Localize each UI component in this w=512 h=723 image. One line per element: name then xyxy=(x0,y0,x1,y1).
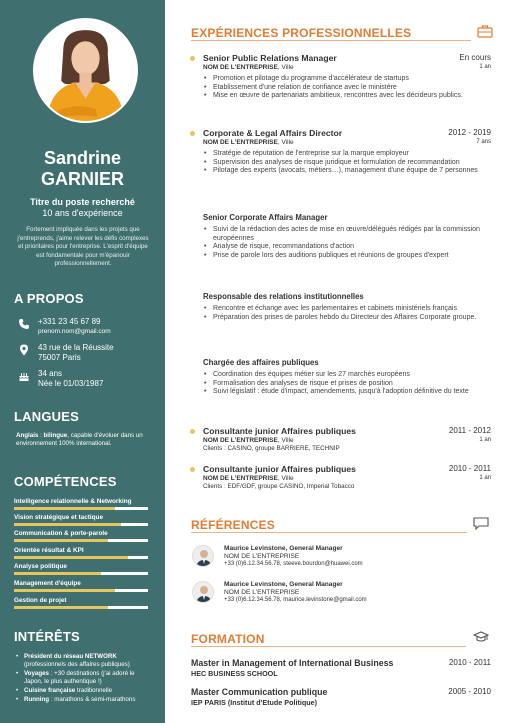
reference-photo-illustration xyxy=(193,546,214,567)
reference-name: Maurice Levinstone, General Manager xyxy=(224,581,343,588)
job-dates: 2010 - 2011 xyxy=(448,464,491,473)
job-title: Consultante junior Affaires publiques xyxy=(203,426,356,436)
job-dates: 2011 - 2012 xyxy=(448,426,491,435)
birth-date: Née le 01/03/1987 xyxy=(38,378,104,388)
reference-avatar xyxy=(192,581,214,603)
skill-bar xyxy=(14,523,148,526)
interest-item xyxy=(14,670,154,686)
first-name: Sandrine xyxy=(43,148,122,168)
reference-photo-illustration xyxy=(193,582,214,603)
sub-role-bullet: • Analyse de risque, recommandations d'action xyxy=(203,243,491,252)
years-experience: 10 ans d'expérience xyxy=(42,208,123,218)
company-city: , Ville xyxy=(277,437,294,444)
skill-label: Vision stratégique et tactique xyxy=(14,514,104,521)
sub-role-bullet: • Suivi de la rédaction des actes de mise en œuvre/délégués rédigés par la commission européennes xyxy=(203,226,491,243)
reference-avatar xyxy=(192,545,214,567)
job-entry xyxy=(191,464,491,490)
sub-role-title: Responsable des relations institutionnelles xyxy=(203,292,364,301)
address-line2: 75007 Paris xyxy=(38,352,81,362)
reference-name: Maurice Levinstone, General Manager xyxy=(224,545,343,552)
skill-bar-fill xyxy=(14,556,128,559)
company-name: NOM DE L'ENTREPRISE xyxy=(203,64,278,71)
job-bullet: • Mise en œuvre de partenariats ambitieux, rencontres avec les décideurs publics. xyxy=(203,92,491,101)
skill-bar xyxy=(14,507,148,510)
languages-heading: LANGUES xyxy=(14,409,79,424)
sub-role xyxy=(191,358,491,397)
job-title: Senior Public Relations Manager xyxy=(203,53,337,63)
last-name: GARNIER xyxy=(40,169,124,189)
skill-bar-fill xyxy=(14,507,115,510)
language-level: bilingue xyxy=(43,432,68,439)
about-heading: A PROPOS xyxy=(14,291,84,306)
skill-bar-fill xyxy=(14,523,121,526)
experience-rule xyxy=(387,40,471,41)
sub-role-bullet: • Prise de parole lors des auditions publiques et réunions de groupes d'expert xyxy=(203,252,491,261)
skill-item xyxy=(14,498,148,510)
job-title: Corporate & Legal Affairs Director xyxy=(203,128,343,138)
phone-number: +331 23 45 67 89 xyxy=(38,317,101,326)
degree-title: Master Communication publique xyxy=(191,687,328,697)
phone-icon xyxy=(18,318,30,330)
sub-role-title: Chargée des affaires publiques xyxy=(203,358,319,367)
job-duration: 1 an xyxy=(479,64,491,70)
job-clients: Clients : CASINO, groupe BARRIERE, TECHNIP xyxy=(203,445,340,452)
job-duration: 7 ans xyxy=(476,139,491,145)
email-address: prenom.nom@gmail.com xyxy=(38,327,111,335)
target-job-title: Titre du poste recherché xyxy=(30,197,135,207)
sub-role-bullets xyxy=(191,226,491,260)
references-rule xyxy=(270,532,467,533)
sub-role-bullets xyxy=(191,305,491,322)
interests-heading: INTÉRÊTS xyxy=(14,629,80,644)
job-bullet: • Supervision des analyses de risque juridique et formulation de recommandation xyxy=(203,159,491,168)
degree-title: Master in Management of International Business xyxy=(191,658,394,668)
skill-bar-fill xyxy=(14,539,108,542)
language-name: Anglais xyxy=(16,432,39,439)
interest-text: traditionnelle xyxy=(75,687,113,694)
references-underline xyxy=(191,532,270,533)
job-bullet-dot xyxy=(190,131,195,136)
job-entry xyxy=(191,128,491,176)
interest-item xyxy=(14,653,154,669)
chat-icon xyxy=(473,516,489,530)
age: 34 ans xyxy=(38,369,63,378)
school-name: IEP PARIS (Institut d'Etude Politique) xyxy=(191,698,318,707)
interest-bold: Président du réseau NETWORK xyxy=(24,653,117,660)
education-item xyxy=(191,658,491,678)
skill-bar xyxy=(14,556,148,559)
skill-item xyxy=(14,563,148,575)
skill-bar xyxy=(14,539,148,542)
sub-role-bullet: • Suivi législatif : étude d'impact, amendements, jusqu'à l'adoption définitive du texte xyxy=(203,388,491,397)
job-duration: 1 an xyxy=(479,437,491,443)
company-line xyxy=(191,475,491,482)
skill-label: Intelligence relationnelle & Networking xyxy=(14,498,132,505)
skill-item xyxy=(14,514,148,526)
reference-contact: +33 (0)6.12.34.56.78, steeve.bourdon@huawei.com xyxy=(224,561,363,567)
reference-company: NOM DE L'ENTREPRISE xyxy=(224,589,300,596)
job-duration: 1 an xyxy=(479,475,491,481)
sidebar xyxy=(0,0,165,723)
job-bullet-dot xyxy=(190,467,195,472)
reference-text xyxy=(224,581,494,603)
sub-role-bullet: • Rencontre et échange avec les parlementaires et cabinets ministériels français xyxy=(203,305,491,314)
cake-icon xyxy=(18,370,30,382)
skill-label: Communication & porte-parole xyxy=(14,530,108,537)
address-line1: 43 rue de la Réussite xyxy=(38,343,114,352)
skill-label: Analyse politique xyxy=(14,563,67,570)
language-detail: , capable d'évoluer dans un environnement 100% international. xyxy=(16,432,143,447)
skill-bar-fill xyxy=(14,606,108,609)
experience-underline xyxy=(191,40,387,41)
job-bullet: • Promotion et pilotage du programme d'accélérateur de startups xyxy=(203,75,491,84)
profile-photo-illustration xyxy=(35,20,136,121)
sub-role xyxy=(191,292,491,322)
education-underline xyxy=(191,646,269,647)
education-dates: 2010 - 2011 xyxy=(448,658,491,667)
contact-phone xyxy=(18,317,111,336)
sub-role-bullet: • Coordination des équipes métier sur les 27 marchés européens xyxy=(203,371,491,380)
sub-role xyxy=(191,213,491,260)
interest-item xyxy=(14,687,154,695)
company-name: NOM DE L'ENTREPRISE xyxy=(203,437,278,444)
job-clients: Clients : EDF/GDF, groupe CASINO, Imperial Tobacco xyxy=(203,483,355,490)
job-bullet: • Etablissement d'une relation de confiance avec le ministère xyxy=(203,84,491,93)
sub-role-title: Senior Corporate Affairs Manager xyxy=(203,213,328,222)
skill-label: Management d'équipe xyxy=(14,580,81,587)
job-dates: 2012 - 2019 xyxy=(448,128,491,137)
company-city: , Ville xyxy=(277,139,294,146)
skill-item xyxy=(14,597,148,609)
languages-text: Anglais : bilingue, capable d'évoluer dans un environnement 100% international. xyxy=(16,432,143,447)
interest-item xyxy=(14,696,154,704)
skill-bar xyxy=(14,606,148,609)
job-bullets xyxy=(191,75,491,101)
interest-bold: Running xyxy=(24,696,50,703)
interests-list xyxy=(14,653,154,705)
interest-text: : marathons & semi-marathons xyxy=(49,696,136,703)
skill-item xyxy=(14,530,148,542)
intro-text: Fortement impliquée dans les projets que j'entreprends, j'aime relever les défis complexes et prioritaires pour l'entreprise. L'esprit d'équipe est fondamentale pour m'épanouir professionnellement. xyxy=(17,226,149,267)
contact-address xyxy=(18,343,114,362)
sub-role-bullet: • Préparation des prises de paroles hebdo du Directeur des Affaires Corporate groupe. xyxy=(203,314,491,323)
reference-contact: +33 (0)6.12.34.56.78, maurice.levinstone@gmail.com xyxy=(224,597,367,603)
company-line xyxy=(191,139,491,146)
skill-label: Orientée résultat & KPI xyxy=(14,547,84,554)
job-bullet-dot xyxy=(190,429,195,434)
job-bullet-dot xyxy=(190,56,195,61)
company-line xyxy=(191,437,491,444)
experience-heading: EXPÉRIENCES PROFESSIONNELLES xyxy=(191,26,412,40)
sub-role-bullets xyxy=(191,371,491,397)
reference-item xyxy=(192,581,492,607)
job-entry xyxy=(191,426,491,452)
job-bullet: • Pilotage des experts (avocats, métiers…), management d'une équipe de 7 personnes xyxy=(203,167,491,176)
interest-bold: Voyages xyxy=(24,670,49,677)
interest-bold: Cuisine française xyxy=(24,687,76,694)
graduation-cap-icon xyxy=(473,630,489,644)
references-heading: RÉFÉRENCES xyxy=(191,518,276,532)
skill-item xyxy=(14,580,148,592)
skill-bar-fill xyxy=(14,589,115,592)
job-bullet: • Stratégie de réputation de l'entreprise sur la marque employeur xyxy=(203,150,491,159)
company-city: , Ville xyxy=(277,64,294,71)
job-entry xyxy=(191,53,491,101)
reference-text xyxy=(224,545,494,567)
job-dates: En cours xyxy=(459,53,491,62)
company-line xyxy=(191,64,491,71)
profile-photo xyxy=(33,18,138,123)
contact-age xyxy=(18,369,103,388)
interest-text: (professionnels des affaires publiques) xyxy=(24,661,130,668)
sub-role-bullet: • Formalisation des analyses de risque et prises de position xyxy=(203,380,491,389)
skill-bar xyxy=(14,589,148,592)
reference-item xyxy=(192,545,492,571)
skill-bar xyxy=(14,572,148,575)
education-item xyxy=(191,687,491,707)
job-title: Consultante junior Affaires publiques xyxy=(203,464,356,474)
interest-text: : +30 destinations (j'ai adoré le Japon, le plus authentique !) xyxy=(24,670,135,685)
briefcase-icon xyxy=(477,24,493,38)
company-name: NOM DE L'ENTREPRISE xyxy=(203,139,278,146)
skill-label: Gestion de projet xyxy=(14,597,67,604)
company-city: , Ville xyxy=(277,475,294,482)
skills-heading: COMPÉTENCES xyxy=(14,474,117,489)
skill-bar-fill xyxy=(14,572,101,575)
education-dates: 2005 - 2010 xyxy=(448,687,491,696)
skill-item xyxy=(14,547,148,559)
location-icon xyxy=(18,344,30,356)
education-heading: FORMATION xyxy=(191,632,265,646)
reference-company: NOM DE L'ENTREPRISE xyxy=(224,553,300,560)
company-name: NOM DE L'ENTREPRISE xyxy=(203,475,278,482)
school-name: HEC BUSINESS SCHOOL xyxy=(191,669,278,678)
job-bullets xyxy=(191,150,491,176)
education-rule xyxy=(269,646,466,647)
